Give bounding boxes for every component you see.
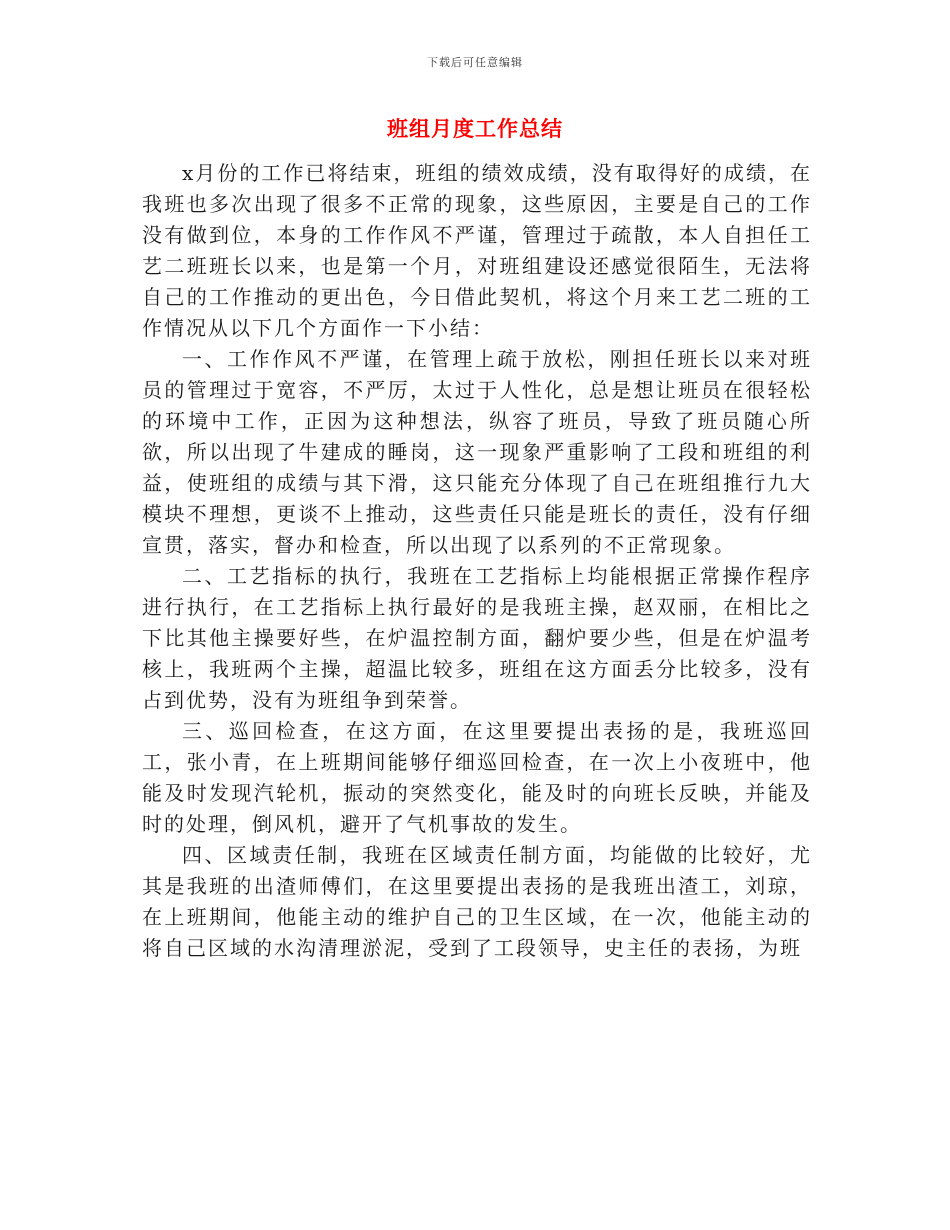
paragraph-process-indicators: 二、工艺指标的执行，我班在工艺指标上均能根据正常操作程序进行执行，在工艺指标上执行最好的是我班主操，赵双丽，在相比之下比其他主操要好些，在炉温控制方面，翻炉要少些，但是在炉温考核上，我班两个主操，超温比较多，班组在这方面丢分比较多，没有占到优势，没有为班组争到荣誉。 bbox=[142, 564, 812, 712]
paragraph-work-style: 一、工作作风不严谨，在管理上疏于放松，刚担任班长以来对班员的管理过于宽容，不严厉，太过于人性化，总是想让班员在很轻松的环境中工作，正因为这种想法，纵容了班员，导致了班员随心所欲，所以出现了牛建成的睡岗，这一现象严重影响了工段和班组的利益，使班组的成绩与其下滑，这只能充分体现了自己在班组推行九大模块不理想，更谈不上推动，这些责任只能是班长的责任，没有仔细宣贯，落实，督办和检查，所以出现了以系列的不正常现象。 bbox=[142, 347, 812, 557]
header-note: 下载后可任意编辑 bbox=[427, 56, 523, 69]
document-body bbox=[142, 158, 812, 964]
paragraph-patrol-inspection: 三、巡回检查，在这方面，在这里要提出表扬的是，我班巡回工，张小青，在上班期间能够仔细巡回检查，在一次上小夜班中，他能及时发现汽轮机，振动的突然变化，能及时的向班长反映，并能及时的处理，倒风机，避开了气机事故的发生。 bbox=[142, 719, 812, 836]
paragraph-area-responsibility: 四、区域责任制，我班在区域责任制方面，均能做的比较好，尤其是我班的出渣师傅们，在这里要提出表扬的是我班出渣工，刘琼，在上班期间，他能主动的维护自己的卫生区域，在一次，他能主动的将自己区域的水沟清理淤泥，受到了工段领导，史主任的表扬，为班 bbox=[142, 843, 812, 960]
paragraph-intro: x月份的工作已将结束，班组的绩效成绩，没有取得好的成绩，在我班也多次出现了很多不正常的现象，这些原因，主要是自己的工作没有做到位，本身的工作作风不严谨，管理过于疏散，本人自担任工艺二班班长以来，也是第一个月，对班组建设还感觉很陌生，无法将自己的工作推动的更出色，今日借此契机，将这个月来工艺二班的工作情况从以下几个方面作一下小结： bbox=[142, 161, 812, 340]
document-title: 班组月度工作总结 bbox=[387, 116, 563, 141]
